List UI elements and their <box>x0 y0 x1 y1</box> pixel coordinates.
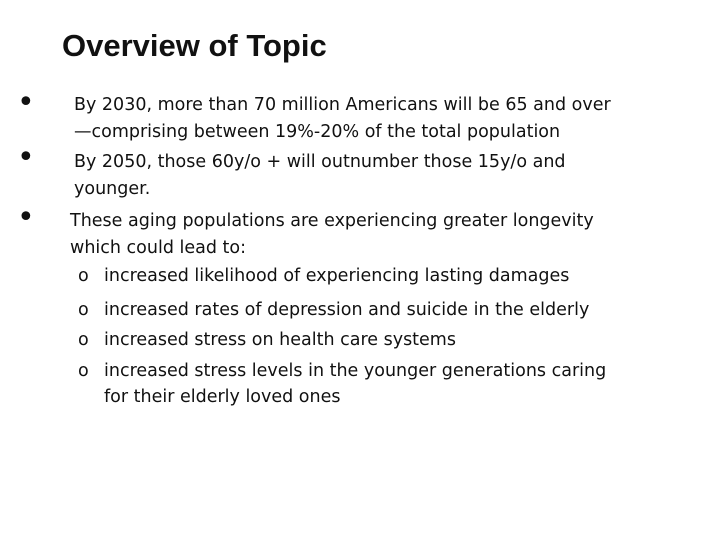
bullet-dot-1: • <box>17 85 35 120</box>
sub-item-3-line-1: increased stress on health care systems <box>104 330 456 350</box>
bullet-2-line-2: younger. <box>74 179 151 199</box>
bullet-3-line-1: These aging populations are experiencing greater longevity <box>70 211 594 231</box>
bullet-1-line-1: By 2030, more than 70 million Americans will be 65 and over <box>74 95 611 115</box>
bullet-2-line-1: By 2050, those 60y/o + will outnumber those 15y/o and <box>74 152 566 172</box>
bullet-3-line-2: which could lead to: <box>70 238 246 258</box>
bullet-dot-3: • <box>17 200 35 235</box>
slide-title: Overview of Topic <box>62 28 327 63</box>
sub-item-2-line-1: increased rates of depression and suicide in the elderly <box>104 300 590 320</box>
sub-marker-4: o <box>78 361 89 381</box>
sub-item-1-line-1: increased likelihood of experiencing lasting damages <box>104 266 570 286</box>
sub-marker-2: o <box>78 300 89 320</box>
bullet-dot-2: • <box>17 140 35 175</box>
bullet-1-line-2: —comprising between 19%-20% of the total population <box>74 122 561 142</box>
sub-marker-3: o <box>78 330 89 350</box>
sub-item-4-line-1: increased stress levels in the younger generations caring <box>104 361 607 381</box>
sub-marker-1: o <box>78 266 89 286</box>
sub-item-4-line-2: for their elderly loved ones <box>104 387 341 407</box>
